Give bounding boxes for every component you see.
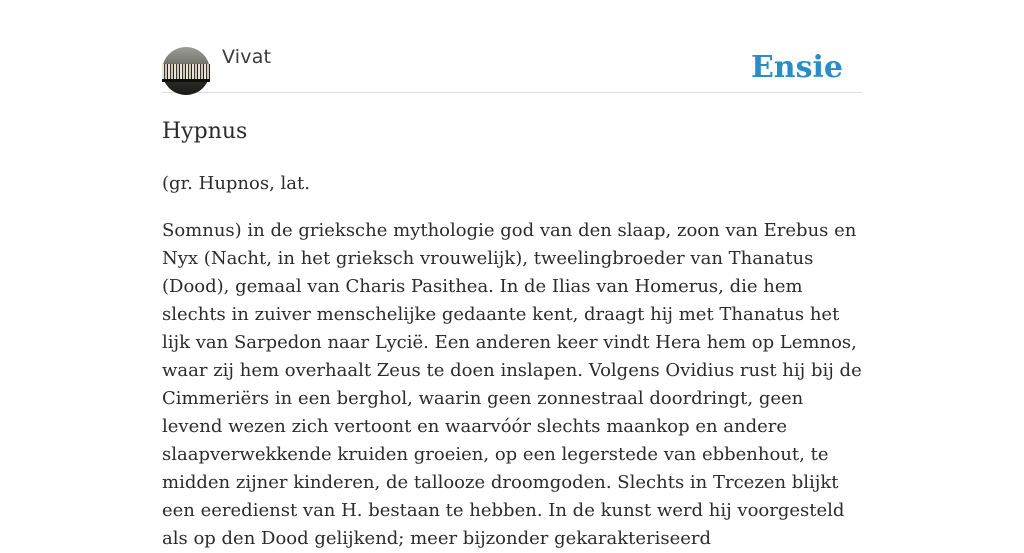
article-title: Hypnus — [162, 119, 248, 144]
author-name[interactable]: Vivat — [222, 46, 272, 68]
content-column — [162, 0, 862, 553]
article-paragraph: (gr. Hupnos, lat. — [162, 173, 310, 194]
bookshelf-icon — [162, 64, 210, 79]
author-avatar[interactable] — [162, 47, 210, 95]
article-paragraph: Somnus) in de grieksche mythologie god van den slaap, zoon van Erebus en Nyx (Nacht, in het grieksch vrouwelijk), tweelingbroeder van Thanatus (Dood), gemaal van Charis Pasithea. In de Ilias van Homerus, die hem slechts in zuiver menschelijke gedaante kent, draagt hij met Thanatus het lijk van Sarpedon naar Lycië. Een anderen keer vindt Hera hem op Lemnos, waar zij hem overhaalt Zeus te doen inslapen. Volgens Ovidius rust hij bij de Cimmeriërs in een berghol, waarin geen zonnestraal doordringt, geen levend wezen zich vertoont en waarvóór slechts maankop en andere slaapverwekkende kruiden groeien, op een legerstede van ebbenhout, te midden zijner kinderen, de tallooze droomgoden. Slechts in Trcezen blijkt een eeredienst van H. bestaan te hebben. In de kunst werd hij voorgesteld als op den Dood gelijkend; meer bijzonder gekarakteriseerd — [162, 220, 862, 549]
shelf-line — [162, 79, 210, 82]
header — [162, 0, 862, 93]
site-logo[interactable]: Ensie — [750, 50, 843, 85]
